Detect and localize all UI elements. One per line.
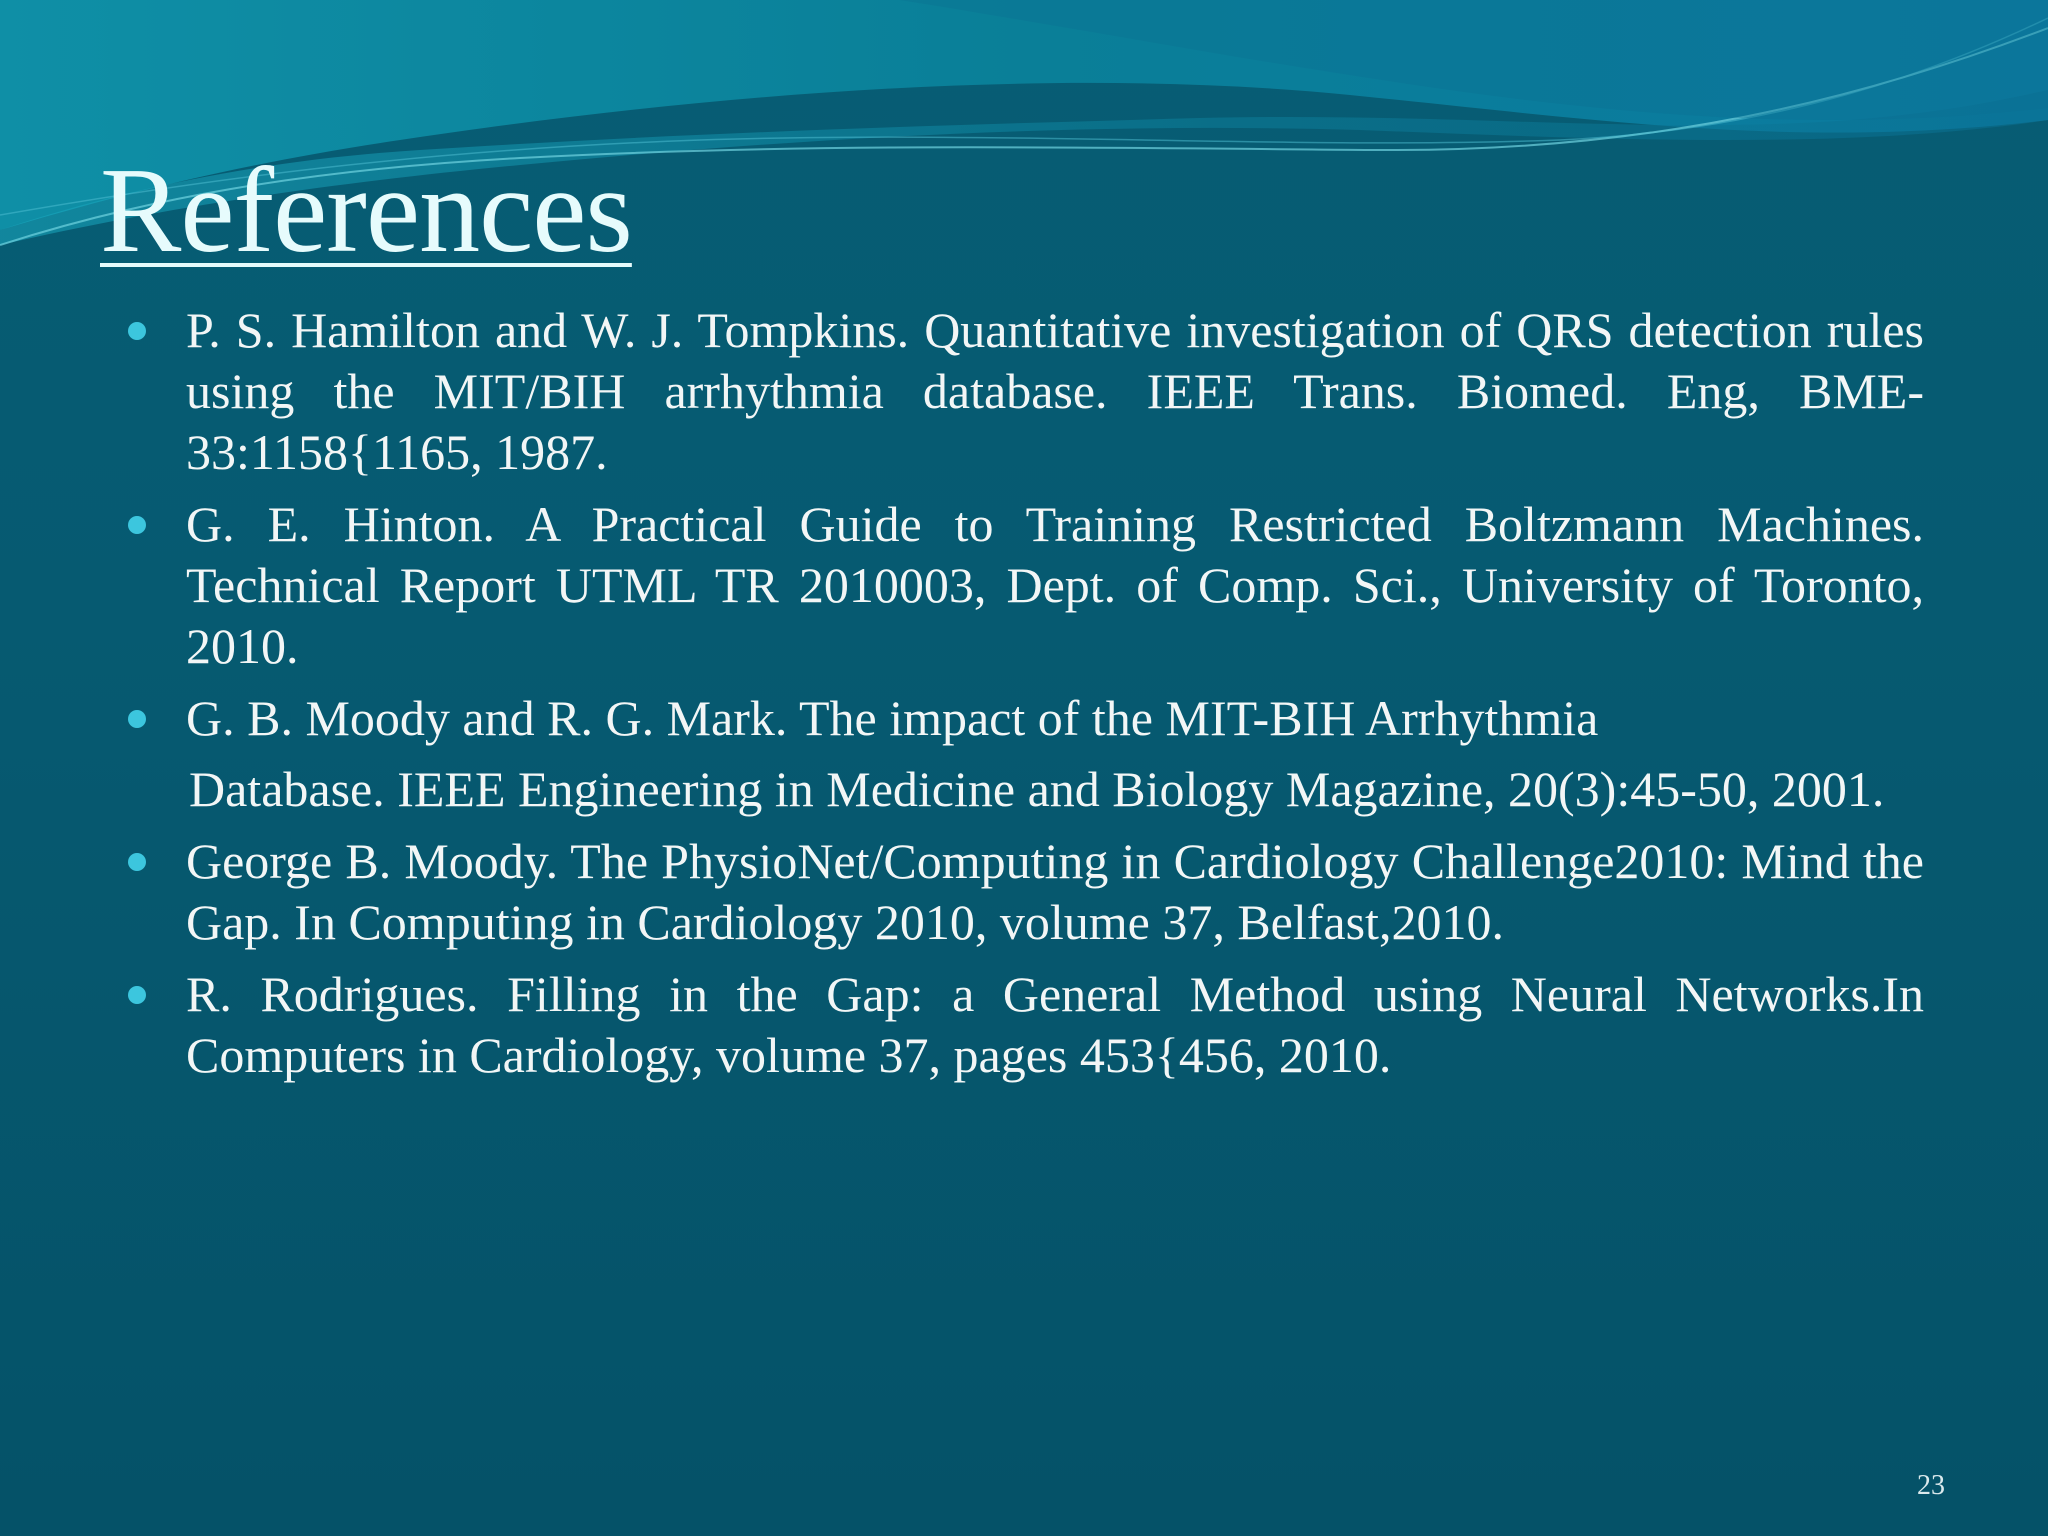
reference-item [122,964,1924,1086]
bullet-icon [128,516,146,534]
reference-text: G. B. Moody and R. G. Mark. The impact of the MIT-BIH Arrhythmia [186,690,1599,746]
reference-text: G. E. Hinton. A Practical Guide to Training Restricted Boltzmann Machines. Technical Report UTML TR 2010003, Dept. of Comp. Sci., University of Toronto, 2010. [186,496,1924,674]
reference-text: George B. Moody. The PhysioNet/Computing in Cardiology Challenge2010: Mind the Gap. In Computing in Cardiology 2010, volume 37, Belfast,2010. [186,833,1924,950]
reference-text: R. Rodrigues. Filling in the Gap: a General Method using Neural Networks.In Computers in Cardiology, volume 37, pages 453{456, 2010. [186,966,1924,1083]
reference-item [122,494,1924,677]
bullet-icon [128,322,146,340]
reference-item [122,300,1924,483]
reference-item [122,688,1924,820]
bullet-icon [128,853,146,871]
page-number: 23 [1917,1470,1945,1501]
bullet-icon [128,710,146,728]
slide-title: References [100,143,632,278]
reference-list [122,300,1924,1086]
bullet-icon [128,986,146,1004]
reference-text-continuation: Database. IEEE Engineering in Medicine and Biology Magazine, 20(3):45-50, 2001. [189,761,1885,817]
reference-item [122,831,1924,953]
reference-text: P. S. Hamilton and W. J. Tompkins. Quantitative investigation of QRS detection rules using the MIT/BIH arrhythmia database. IEEE Trans. Biomed. Eng, BME-33:1158{1165, 1987. [186,302,1924,480]
